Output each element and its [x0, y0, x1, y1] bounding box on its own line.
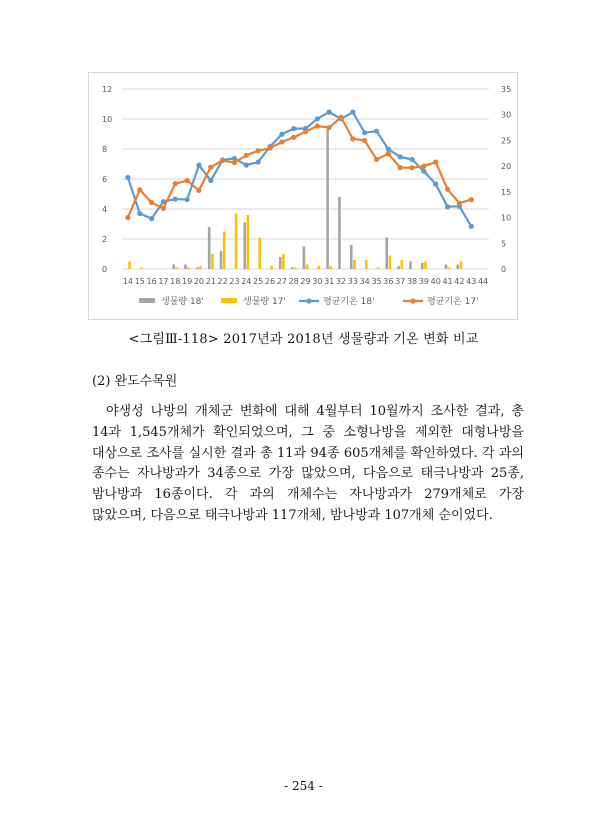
bar [306, 265, 309, 270]
y-right-tick-label: 30 [501, 110, 512, 120]
line-point [303, 129, 308, 134]
line-point [256, 159, 261, 164]
line-point [149, 200, 154, 205]
bar [196, 268, 199, 270]
bar [424, 262, 427, 270]
bar [140, 268, 143, 270]
bar [365, 260, 368, 269]
line-point [196, 163, 201, 168]
x-tick-label: 29 [300, 277, 311, 286]
chart-container [88, 72, 518, 320]
y-right-tick-label: 10 [501, 213, 512, 223]
line-point [445, 187, 450, 192]
legend-label: 평균기온 18' [323, 297, 375, 307]
bar [326, 130, 329, 270]
line-point [338, 115, 343, 120]
bar [128, 262, 131, 270]
y-right-tick-label: 35 [501, 85, 512, 94]
x-tick-label: 37 [395, 277, 406, 286]
line-point [362, 138, 367, 143]
x-tick-label: 16 [146, 277, 157, 286]
line-point [291, 135, 296, 140]
x-tick-label: 32 [335, 277, 347, 286]
line-point [267, 146, 272, 151]
bar [243, 223, 246, 270]
bar [294, 268, 297, 270]
bar [448, 268, 451, 270]
bar [199, 266, 202, 269]
x-tick-label: 42 [454, 277, 465, 286]
y-right-tick-label: 25 [501, 136, 512, 146]
legend-label: 생물량 18' [161, 297, 204, 307]
bar [318, 266, 321, 269]
bar [220, 251, 223, 269]
x-tick-label: 17 [158, 277, 169, 286]
line-point [125, 175, 130, 180]
x-tick-label: 22 [217, 277, 228, 286]
line-point [398, 154, 403, 159]
line-point [374, 129, 379, 134]
bar [460, 262, 463, 270]
x-tick-label: 26 [264, 277, 276, 286]
line-point [173, 181, 178, 186]
x-tick-label: 44 [477, 277, 489, 286]
line-point [433, 159, 438, 164]
bar [211, 254, 214, 269]
line-point [208, 178, 213, 183]
bar [329, 266, 332, 269]
bar [247, 215, 250, 269]
y-right-tick-label: 5 [501, 239, 507, 249]
bar [184, 265, 187, 270]
line-point [362, 130, 367, 135]
line-point [279, 139, 284, 144]
line-point [469, 197, 474, 202]
x-tick-label: 34 [359, 277, 370, 286]
bar [445, 265, 448, 270]
y-left-tick-label: 10 [102, 115, 113, 124]
legend-label: 평균기온 17' [427, 297, 479, 307]
bar [223, 232, 226, 270]
bar [389, 256, 392, 270]
line-point [421, 169, 426, 174]
bar [421, 263, 424, 269]
line-point [244, 153, 249, 158]
line-point [327, 110, 332, 115]
line-point [433, 182, 438, 187]
bar [208, 227, 211, 269]
legend-swatch [139, 298, 155, 303]
y-right-tick-label: 0 [501, 265, 507, 274]
line-point [469, 224, 474, 229]
bar [187, 268, 190, 270]
x-tick-label: 38 [406, 277, 418, 286]
x-tick-label: 30 [312, 277, 323, 286]
bar [338, 197, 341, 269]
line-point [398, 165, 403, 170]
bar [282, 254, 285, 269]
line-point [315, 116, 320, 121]
x-tick-label: 27 [276, 277, 287, 286]
y-left-tick-label: 4 [102, 205, 108, 214]
body-paragraph: 야생성 나방의 개체군 변화에 대해 4월부터 10월까지 조사한 결과, 총 14과 1,545개체가 확인되었으며, 그 중 소형나방을 제외한 대형나방을 대상으로 조사를 실시한 결과 총 11과 94종 605개체를 확인하였다. 각 과의 종수는 자나방과가 34종으로 가장 많았으며, 다음으로 태극나방과 25종, 밤나방과 16종이다. 각 과의 개체수는 자나방과가 279개체로 가장 많았으며, 다음으로 태극나방과 117개체, 밤나방과 107개체 순이었다. [92, 404, 524, 523]
line-point [315, 123, 320, 128]
line-point [232, 160, 237, 165]
bar [409, 262, 412, 270]
bar [353, 260, 356, 269]
legend-marker [410, 298, 415, 303]
bar [377, 268, 380, 270]
line-point [208, 165, 213, 170]
line-point [196, 188, 201, 193]
line-point [185, 178, 190, 183]
x-tick-label: 36 [383, 277, 394, 286]
x-tick-label: 31 [324, 277, 335, 286]
bar [397, 266, 400, 269]
x-tick-label: 25 [253, 277, 264, 286]
line-point [291, 126, 296, 131]
bar [401, 260, 404, 269]
y-left-tick-label: 12 [102, 85, 113, 94]
line-point [350, 136, 355, 141]
bar [291, 268, 294, 270]
x-tick-label: 21 [205, 277, 216, 286]
line-point [279, 132, 284, 137]
bar [235, 214, 238, 270]
line-point [327, 125, 332, 130]
x-tick-label: 35 [371, 277, 382, 286]
x-tick-label: 28 [288, 277, 299, 286]
x-tick-label: 19 [182, 277, 193, 286]
figure-caption: <그림Ⅲ-118> 2017년과 2018년 생물량과 기온 변화 비교 [128, 332, 479, 347]
line-point [137, 187, 142, 192]
line-point [374, 157, 379, 162]
bar [270, 266, 273, 269]
x-tick-label: 33 [347, 277, 358, 286]
line-point [125, 215, 130, 220]
y-left-tick-label: 8 [102, 145, 108, 154]
line-point [409, 165, 414, 170]
line-point [161, 206, 166, 211]
y-left-tick-label: 6 [102, 175, 108, 184]
x-tick-label: 18 [170, 277, 181, 286]
page-number: - 254 - [284, 779, 323, 793]
line-point [244, 163, 249, 168]
x-tick-label: 20 [193, 277, 205, 286]
section-heading: (2) 완도수목원 [92, 374, 178, 389]
x-tick-label: 15 [134, 277, 145, 286]
x-tick-label: 14 [122, 277, 134, 286]
bar [279, 257, 282, 269]
line-point [457, 201, 462, 206]
bar [258, 238, 261, 270]
legend-swatch [221, 298, 237, 303]
y-left-tick-label: 0 [102, 265, 108, 274]
x-tick-label: 23 [229, 277, 240, 286]
line-point [386, 147, 391, 152]
y-right-tick-label: 15 [501, 187, 512, 197]
line-point [386, 151, 391, 156]
bar [172, 265, 175, 270]
x-tick-label: 39 [418, 277, 429, 286]
line-point [137, 211, 142, 216]
line-point [350, 110, 355, 115]
line-point [409, 157, 414, 162]
y-left-tick-label: 2 [102, 235, 108, 244]
line-point [149, 216, 154, 221]
x-tick-label: 43 [466, 277, 477, 286]
legend-label: 생물량 17' [243, 297, 286, 307]
line-point [173, 196, 178, 201]
series-line [128, 117, 471, 217]
bar [350, 245, 353, 269]
bar [457, 265, 460, 270]
x-tick-label: 24 [241, 277, 252, 286]
line-point [421, 164, 426, 169]
legend-marker [306, 298, 311, 303]
bar [385, 238, 388, 270]
line-point [220, 158, 225, 163]
line-point [185, 197, 190, 202]
biomass-temperature-chart [89, 73, 519, 321]
x-tick-label: 41 [442, 277, 453, 286]
y-right-tick-label: 20 [501, 162, 512, 172]
line-point [256, 148, 261, 153]
bar [303, 247, 306, 270]
bar [176, 268, 179, 270]
x-tick-label: 40 [430, 277, 441, 286]
line-point [445, 204, 450, 209]
